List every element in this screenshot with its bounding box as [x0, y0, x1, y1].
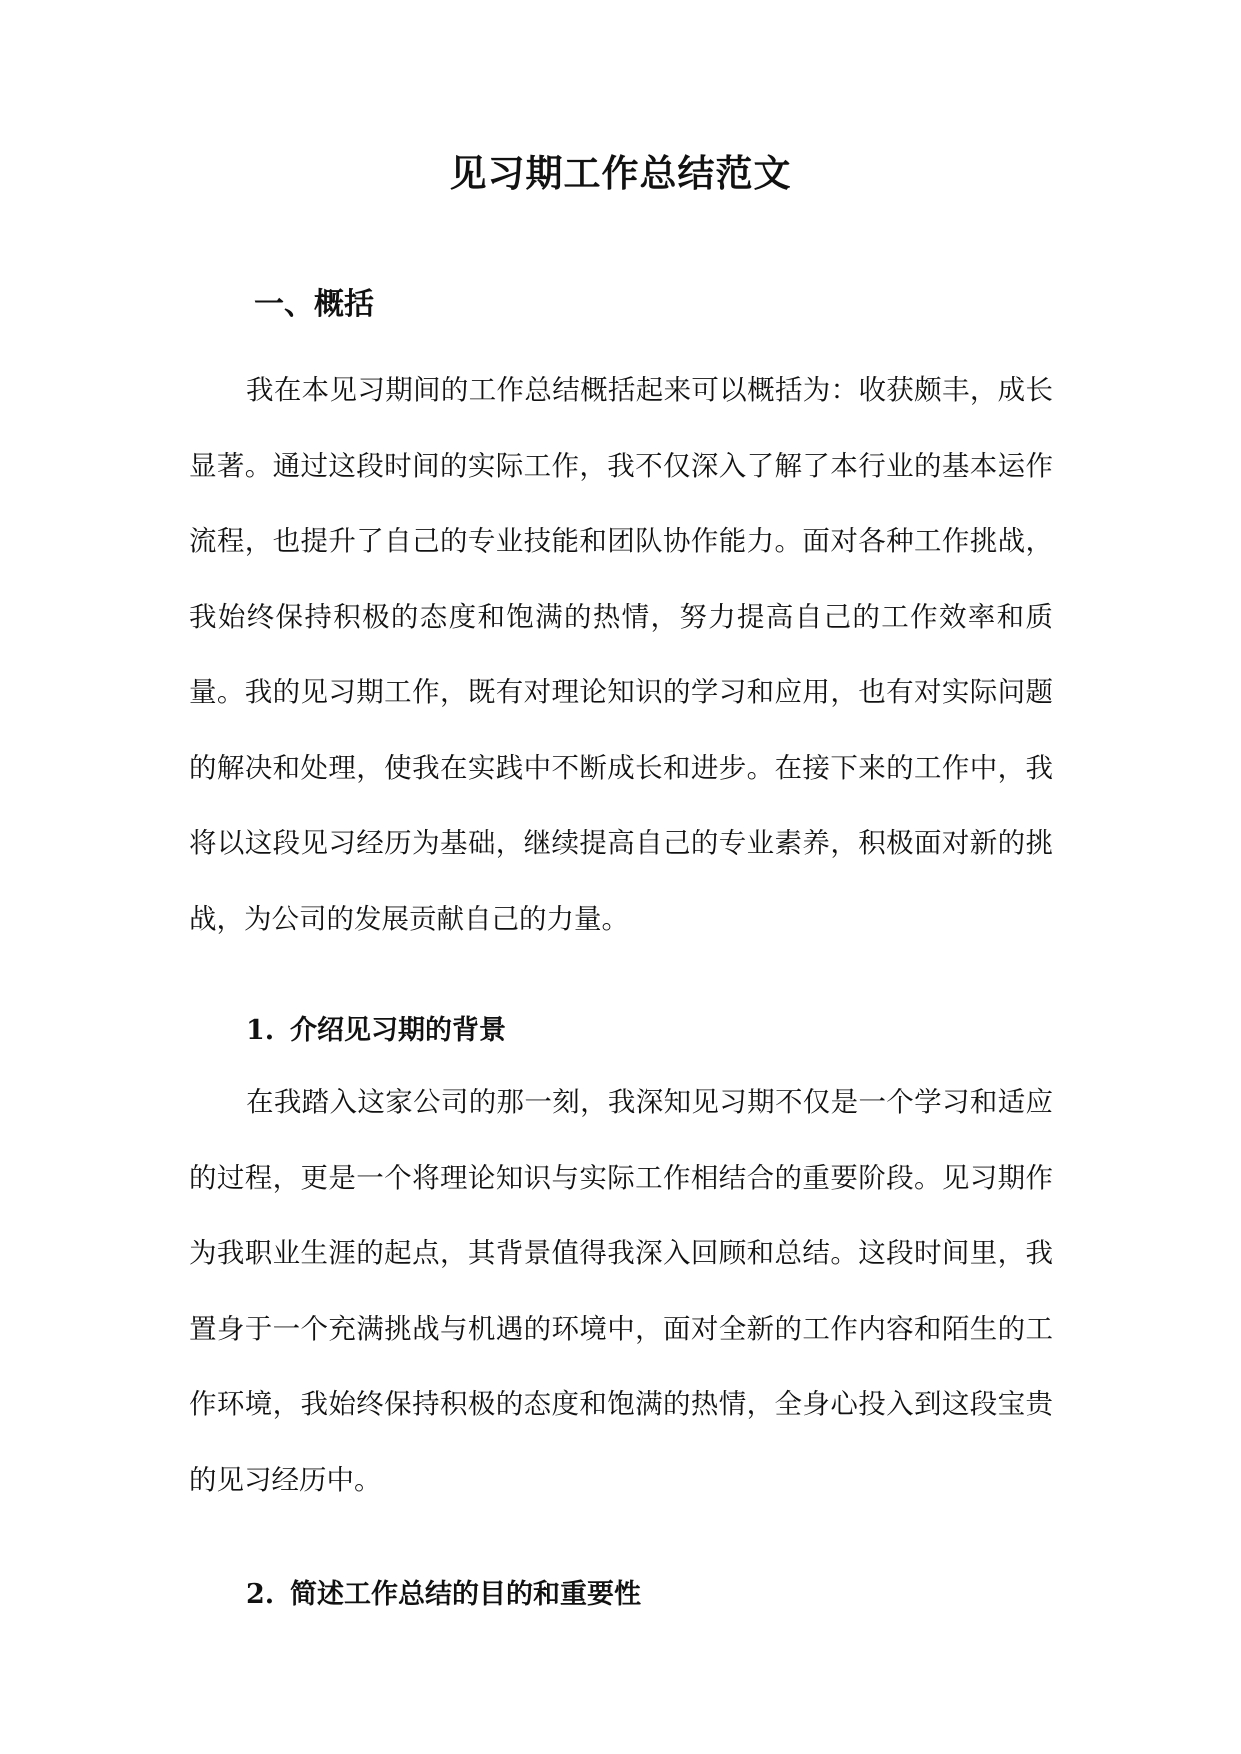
subsection-heading-purpose — [246, 1575, 641, 1615]
subsection-heading-background — [246, 1011, 506, 1051]
subsection-number: 2. — [246, 1579, 275, 1610]
subsection-number: 1. — [246, 1015, 275, 1046]
overview-paragraph: 我在本见习期间的工作总结概括起来可以概括为：收获颇丰，成长显著。通过这段时间的实际工作，我不仅深入了解了本行业的基本运作流程，也提升了自己的专业技能和团队协作能力。面对各种工作挑战，我始终保持积极的态度和饱满的热情，努力提高自己的工作效率和质量。我的见习期工作，既有对理论知识的学习和应用，也有对实际问题的解决和处理，使我在实践中不断成长和进步。在接下来的工作中，我将以这段见习经历为基础，继续提高自己的专业素养，积极面对新的挑战，为公司的发展贡献自己的力量。 — [189, 374, 1053, 935]
background-paragraph: 在我踏入这家公司的那一刻，我深知见习期不仅是一个学习和适应的过程，更是一个将理论知识与实际工作相结合的重要阶段。见习期作为我职业生涯的起点，其背景值得我深入回顾和总结。这段时间里，我置身于一个充满挑战与机遇的环境中，面对全新的工作内容和陌生的工作环境，我始终保持积极的态度和饱满的热情，全身心投入到这段宝贵的见习经历中。 — [189, 1086, 1053, 1496]
document-title: 见习期工作总结范文 — [449, 151, 792, 195]
subsection-title: 简述工作总结的目的和重要性 — [290, 1579, 641, 1610]
section-heading-overview: 一、概括 — [254, 287, 374, 322]
subsection-title: 介绍见习期的背景 — [290, 1015, 506, 1046]
